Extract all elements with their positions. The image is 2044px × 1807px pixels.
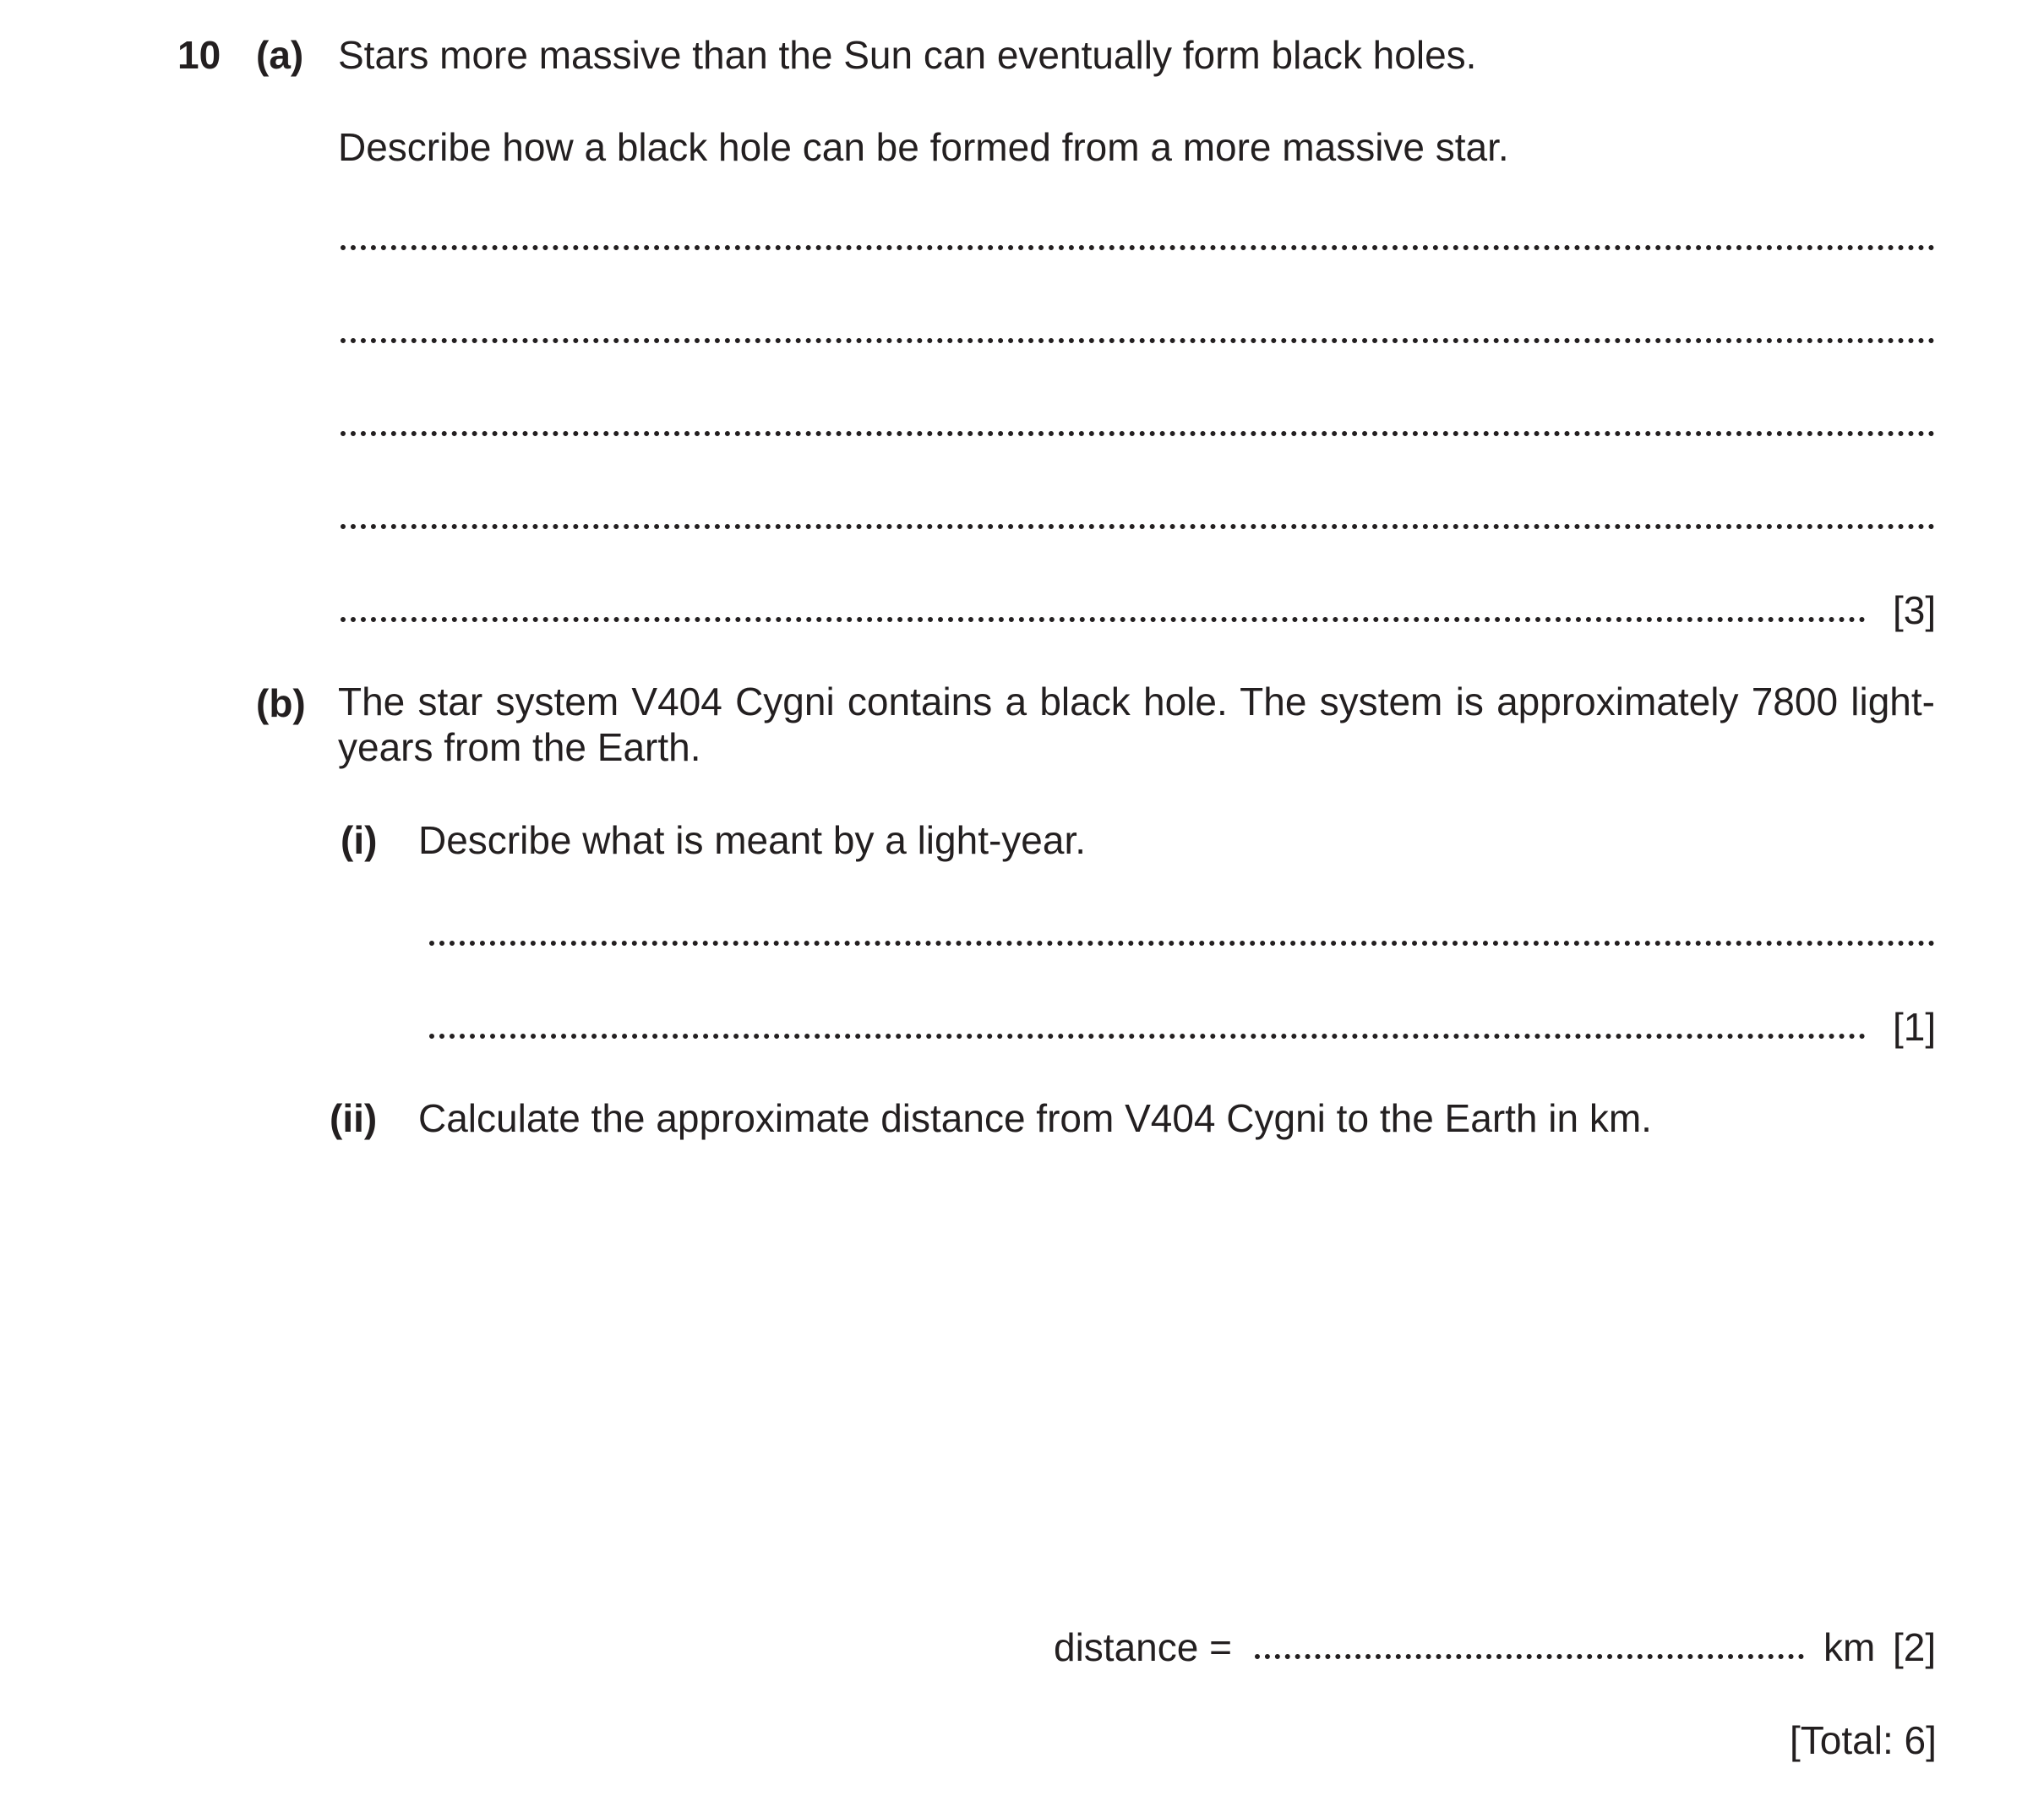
part-b-ii-prompt: Calculate the approximate distance from V404 Cygni to the Earth in km. xyxy=(418,1096,1652,1140)
answer-line-a-2[interactable] xyxy=(341,338,1935,343)
total-marks: [Total: 6] xyxy=(1790,1718,1937,1762)
answer-line-b-i-1[interactable] xyxy=(429,941,1935,946)
part-a-marks: [3] xyxy=(1893,588,1937,632)
part-b-statement: The star system V404 Cygni contains a black hole. The system is approximately 7800 light-years from the Earth. xyxy=(338,680,1935,769)
part-b-i-label: (i) xyxy=(341,818,378,862)
part-a-label: (a) xyxy=(256,33,304,77)
part-b-i-marks: [1] xyxy=(1893,1005,1937,1049)
distance-unit: km xyxy=(1823,1625,1876,1669)
distance-label: distance = xyxy=(1054,1625,1232,1669)
answer-line-a-5[interactable] xyxy=(341,617,1866,622)
part-b-ii-marks: [2] xyxy=(1893,1625,1937,1669)
answer-line-a-4[interactable] xyxy=(341,524,1935,529)
part-b-ii-label: (ii) xyxy=(330,1096,378,1140)
part-a-statement: Stars more massive than the Sun can eventually form black holes. xyxy=(338,33,1477,77)
answer-line-a-3[interactable] xyxy=(341,431,1935,436)
part-b-label: (b) xyxy=(256,681,306,725)
question-number: 10 xyxy=(177,33,221,77)
answer-line-a-1[interactable] xyxy=(341,245,1935,250)
distance-answer-line[interactable] xyxy=(1255,1654,1804,1659)
answer-line-b-i-2[interactable] xyxy=(429,1034,1866,1039)
part-b-i-prompt: Describe what is meant by a light-year. xyxy=(418,818,1087,862)
part-a-prompt: Describe how a black hole can be formed from a more massive star. xyxy=(338,125,1509,169)
